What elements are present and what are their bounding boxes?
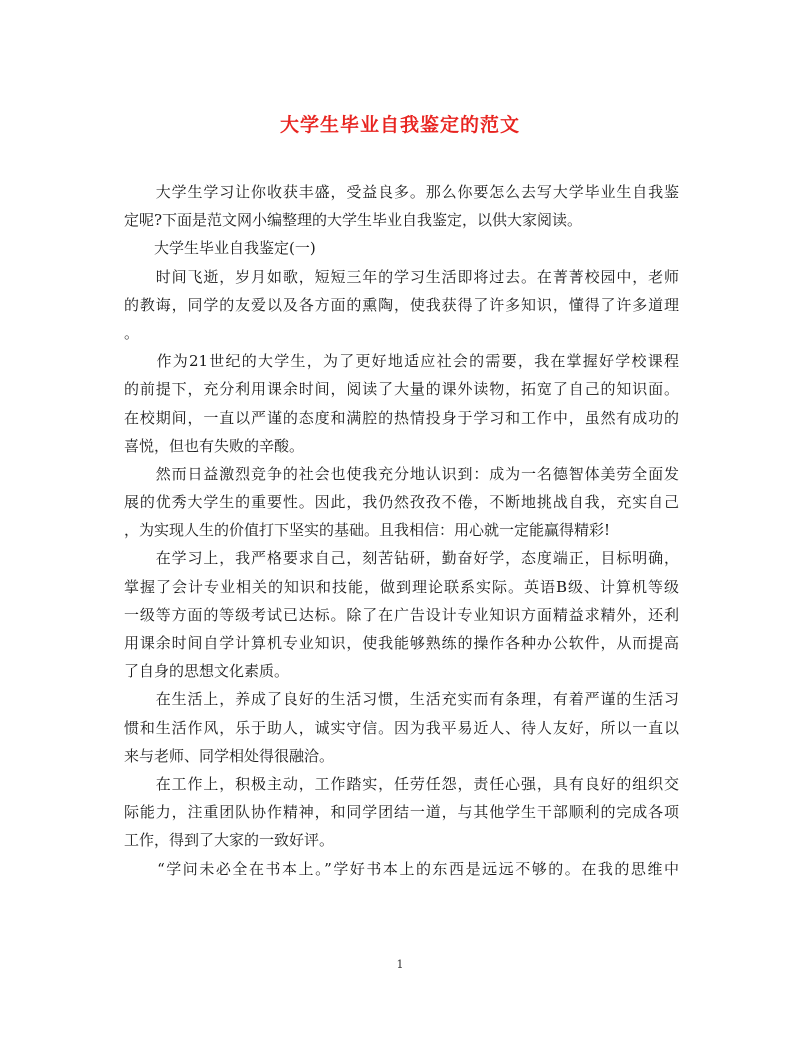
text-line: 然而日益激烈竞争的社会也使我充分地认识到：成为一名德智体美劳全面发 — [124, 464, 679, 483]
text-line: 展的优秀大学生的重要性。因此，我仍然孜孜不倦，不断地挑战自我，充实自己 — [124, 493, 679, 512]
text-line: 。 — [124, 323, 140, 342]
text-line: 掌握了会计专业相关的知识和技能，做到理论联系实际。英语B级、计算机等级 — [124, 577, 679, 596]
text-line: 在学习上，我严格要求自己，刻苦钻研，勤奋好学，态度端正，目标明确， — [124, 549, 679, 568]
text-line: 作为21世纪的大学生，为了更好地适应社会的需要，我在掌握好学校课程 — [124, 352, 679, 371]
text-line: 了自身的思想文化素质。 — [124, 662, 290, 681]
text-line: 在校期间，一直以严谨的态度和满腔的热情投身于学习和工作中，虽然有成功的 — [124, 408, 679, 427]
document-body — [124, 178, 679, 883]
text-line: 来与老师、同学相处得很融洽。 — [124, 746, 335, 765]
text-line: 时间飞逝，岁月如歌，短短三年的学习生活即将过去。在菁菁校园中，老师 — [124, 267, 679, 286]
text-line: 用课余时间自学计算机专业知识，使我能够熟练的操作各种办公软件，从而提高 — [124, 634, 679, 652]
text-line: 在工作上，积极主动，工作踏实，任劳任怨，责任心强，具有良好的组织交 — [124, 774, 679, 793]
page-number: 1 — [396, 958, 404, 971]
text-line: 惯和生活作风，乐于助人，诚实守信。因为我平易近人、待人友好，所以一直以 — [124, 718, 679, 737]
text-line: 工作，得到了大家的一致好评。 — [124, 831, 335, 850]
text-line: 在生活上，养成了良好的生活习惯，生活充实而有条理，有着严谨的生活习 — [124, 690, 679, 709]
text-line: 大学生毕业自我鉴定(一) — [124, 239, 316, 258]
document-title: 大学生毕业自我鉴定的范文 — [279, 114, 520, 136]
text-line: “学问未必全在书本上。”学好书本上的东西是远远不够的。在我的思维中 — [124, 859, 679, 878]
text-line: 大学生学习让你收获丰盛，受益良多。那么你要怎么去写大学毕业生自我鉴 — [124, 183, 679, 201]
text-line: 的前提下，充分利用课余时间，阅读了大量的课外读物，拓宽了自己的知识面。 — [124, 380, 679, 399]
text-line: 的教诲，同学的友爱以及各方面的熏陶，使我获得了许多知识，懂得了许多道理 — [124, 295, 679, 314]
text-line: 定呢?下面是范文网小编整理的大学生毕业自我鉴定，以供大家阅读。 — [124, 211, 583, 230]
text-line: 际能力，注重团队协作精神，和同学团结一道，与其他学生干部顺利的完成各项 — [124, 803, 679, 822]
text-line: 一级等方面的等级考试已达标。除了在广告设计专业知识方面精益求精外，还利 — [124, 605, 679, 624]
text-line: ，为实现人生的价值打下坚实的基础。且我相信：用心就一定能赢得精彩! — [124, 521, 611, 540]
text-line: 喜悦，但也有失败的辛酸。 — [124, 436, 305, 455]
